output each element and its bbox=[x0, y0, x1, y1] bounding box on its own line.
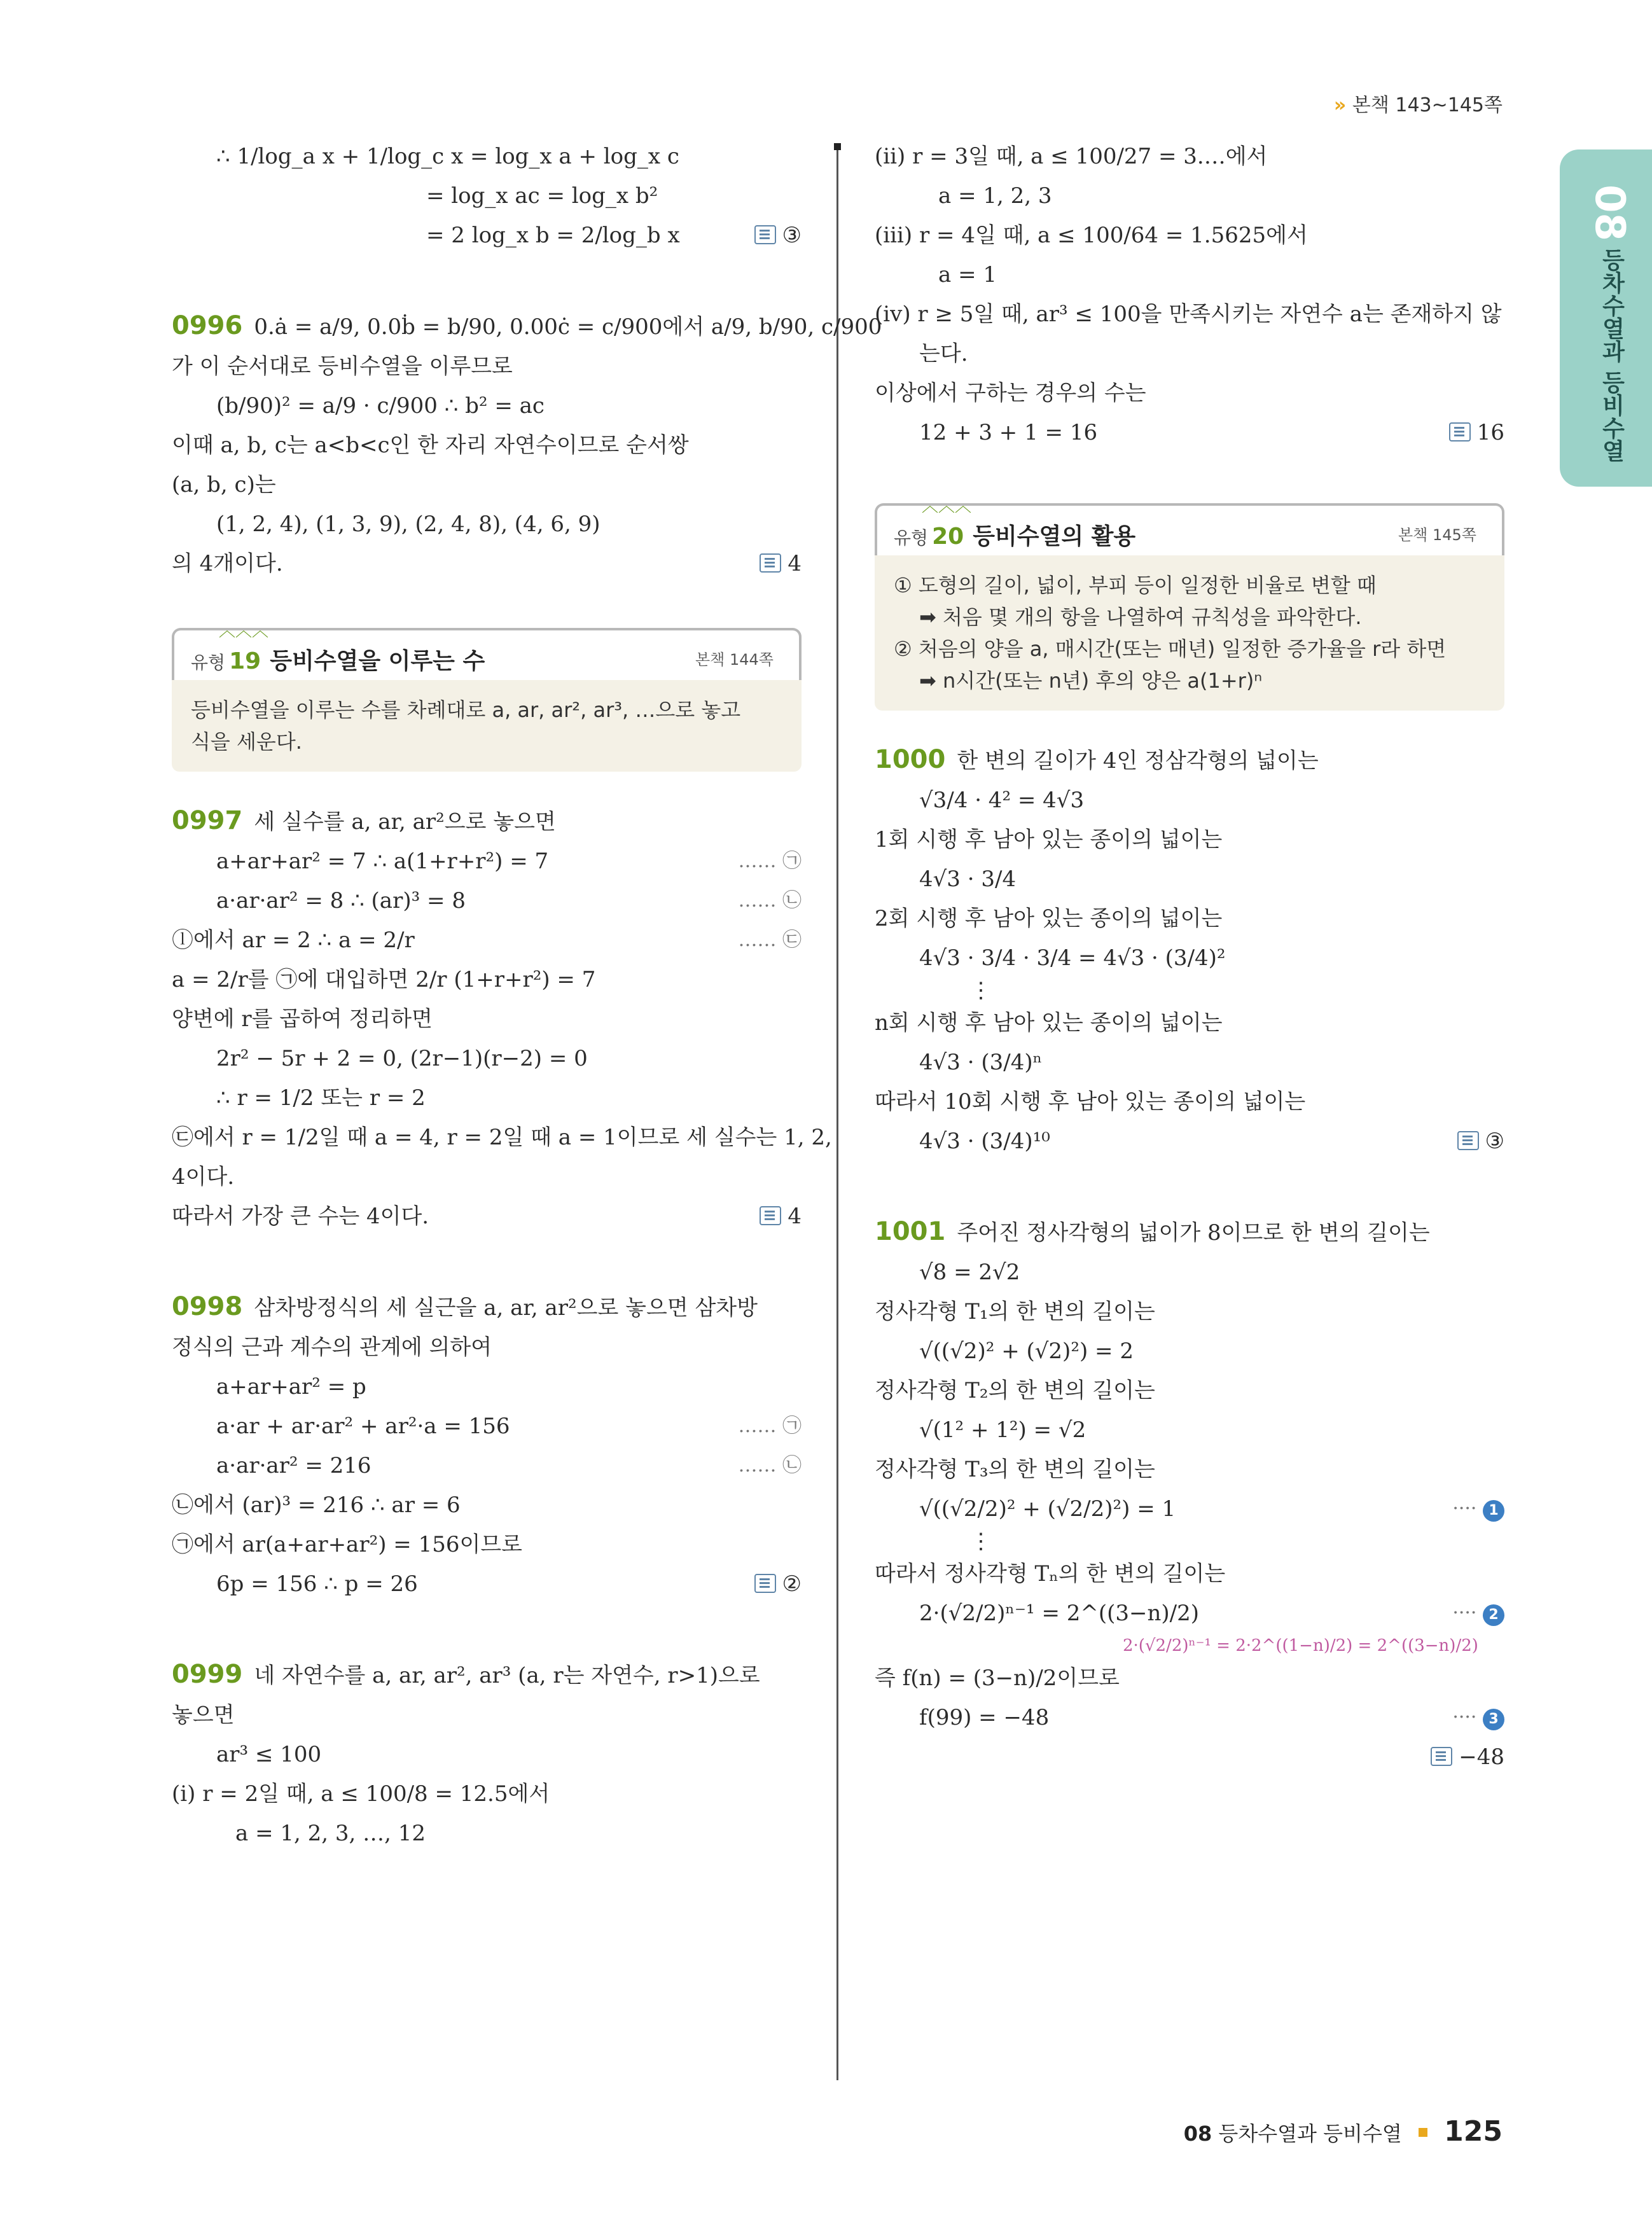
solution-line: ㉠에서 ar(a+ar+ar²) = 156이므로 bbox=[172, 1532, 523, 1557]
answer-icon bbox=[1431, 1747, 1452, 1766]
type-label-text: 유형 bbox=[894, 527, 929, 548]
problem-number: 0997 bbox=[172, 806, 243, 835]
solution-line bbox=[875, 1489, 1504, 1529]
equation-marker: …… ㉠ bbox=[738, 850, 802, 872]
solution-line: 4√3 · 3/4 · 3/4 = 4√3 · (3/4)² bbox=[919, 945, 1226, 971]
solution-text: a·ar·ar² = 216 bbox=[216, 1453, 371, 1478]
solution-line: (b/90)² = a/9 · c/900 ∴ b² = ac bbox=[216, 393, 545, 419]
type-label bbox=[894, 518, 1135, 551]
solution-line: √8 = 2√2 bbox=[919, 1260, 1020, 1285]
solution-text: 0.ȧ = a/9, 0.0ḃ = b/90, 0.00ċ = c/900에서 a/9, b/90, c/900 bbox=[254, 314, 882, 340]
type-title: 등비수열의 활용 bbox=[973, 524, 1136, 550]
solution-line: 따라서 정사각형 Tₙ의 한 변의 길이는 bbox=[875, 1561, 1226, 1587]
type-body bbox=[875, 555, 1504, 711]
answer-value: ② bbox=[782, 1571, 802, 1597]
answer-mark bbox=[760, 544, 802, 583]
book-reference-text: 본책 143~145쪽 bbox=[1352, 94, 1503, 116]
step-marker: ···· 2 bbox=[1452, 1594, 1504, 1633]
solution-line: 가 이 순서대로 등비수열을 이루므로 bbox=[172, 354, 513, 379]
solution-line: 정식의 근과 계수의 관계에 의하여 bbox=[172, 1335, 492, 1360]
type-20-box bbox=[875, 497, 1504, 711]
solution-line: = log_x ac = log_x b² bbox=[426, 183, 658, 209]
answer-value: ③ bbox=[782, 223, 802, 248]
problem-number: 1000 bbox=[875, 745, 946, 774]
problem-1001 bbox=[875, 1212, 1504, 1253]
solution-text: a+ar+ar² = 7 ∴ a(1+r+r²) = 7 bbox=[216, 849, 549, 874]
solution-line bbox=[172, 1446, 802, 1485]
solution-text: 주어진 정사각형의 넓이가 8이므로 한 변의 길이는 bbox=[957, 1220, 1430, 1246]
problem-0997 bbox=[172, 801, 802, 842]
answer-mark bbox=[754, 216, 802, 255]
answer-value: 4 bbox=[788, 551, 802, 576]
solution-line: (a, b, c)는 bbox=[172, 472, 276, 497]
equation-marker: …… ㉢ bbox=[738, 929, 802, 951]
solution-line: ㉢에서 r = 1/2일 때 a = 4, r = 2일 때 a = 1이므로 세 실수는 1, 2, bbox=[172, 1125, 832, 1150]
side-note: 2·(√2/2)ⁿ⁻¹ = 2·2^((1−n)/2) = 2^((3−n)/2) bbox=[1123, 1636, 1478, 1655]
solution-line: √3/4 · 4² = 4√3 bbox=[919, 788, 1085, 813]
solution-line: a+ar+ar² = p bbox=[216, 1374, 366, 1400]
solution-line bbox=[172, 1407, 802, 1446]
solution-line: (iv) r ≥ 5일 때, ar³ ≤ 100을 만족시키는 자연수 a는 존재하지 않 bbox=[875, 302, 1502, 327]
solution-line: (ii) r = 3일 때, a ≤ 100/27 = 3.…에서 bbox=[875, 144, 1268, 169]
solution-line bbox=[172, 842, 802, 881]
type-body-line: ② 처음의 양을 a, 매시간(또는 매년) 일정한 증가율을 r라 하면 bbox=[894, 637, 1447, 661]
solution-line: 정사각형 T₁의 한 변의 길이는 bbox=[875, 1299, 1155, 1324]
solution-line: 즉 f(n) = (3−n)/2이므로 bbox=[875, 1665, 1120, 1691]
step-marker: ···· 1 bbox=[1452, 1489, 1504, 1529]
solution-text: 따라서 가장 큰 수는 4이다. bbox=[172, 1204, 429, 1229]
type-body-line: ① 도형의 길이, 넓이, 부피 등이 일정한 비율로 변할 때 bbox=[894, 573, 1377, 597]
solution-text: 삼차방정식의 세 실근을 a, ar, ar²으로 놓으면 삼차방 bbox=[254, 1295, 758, 1321]
answer-icon bbox=[1457, 1131, 1479, 1150]
equation-marker: …… ㉡ bbox=[738, 1454, 802, 1477]
solution-line bbox=[875, 1698, 1504, 1737]
solution-line: ar³ ≤ 100 bbox=[216, 1742, 322, 1767]
type-page-ref: 본책 145쪽 bbox=[1398, 526, 1476, 544]
type-header bbox=[875, 497, 1504, 555]
problem-number: 0999 bbox=[172, 1660, 243, 1689]
answer-value: −48 bbox=[1459, 1744, 1504, 1770]
column-divider-dot bbox=[834, 143, 841, 150]
solution-line: 는다. bbox=[919, 341, 968, 366]
solution-line bbox=[875, 1594, 1504, 1633]
book-reference bbox=[1334, 89, 1503, 117]
problem-0996 bbox=[172, 306, 882, 347]
solution-line: (iii) r = 4일 때, a ≤ 100/64 = 1.5625에서 bbox=[875, 223, 1308, 248]
solution-line: ∴ r = 1/2 또는 r = 2 bbox=[216, 1085, 426, 1111]
answer-value: 16 bbox=[1476, 420, 1504, 445]
solution-line: a = 1, 2, 3 bbox=[938, 183, 1052, 209]
solution-line: 4이다. bbox=[172, 1164, 235, 1190]
type-body-line: ➡ n시간(또는 n년) 후의 양은 a(1+r)ⁿ bbox=[919, 669, 1263, 693]
step-number-icon: 2 bbox=[1483, 1604, 1504, 1626]
chapter-tab-number: 08 bbox=[1586, 184, 1633, 242]
double-chevron-icon: » bbox=[1333, 94, 1347, 116]
type-title: 등비수열을 이루는 수 bbox=[270, 648, 485, 674]
solution-text: = 2 log_x b = 2/log_b x bbox=[426, 223, 680, 248]
solution-line: 정사각형 T₃의 한 변의 길이는 bbox=[875, 1457, 1155, 1482]
type-label bbox=[191, 643, 485, 676]
ellipsis-vertical: ⋮ bbox=[970, 1529, 992, 1554]
solution-line bbox=[172, 1197, 802, 1236]
answer-value: 4 bbox=[788, 1204, 802, 1229]
page-footer bbox=[1184, 2115, 1503, 2148]
type-number: 19 bbox=[229, 648, 261, 674]
solution-line: (1, 2, 4), (1, 3, 9), (2, 4, 8), (4, 6, 9) bbox=[216, 511, 600, 537]
solution-line: √(1² + 1²) = √2 bbox=[919, 1417, 1086, 1443]
solution-text: 2·(√2/2)ⁿ⁻¹ = 2^((3−n)/2) bbox=[919, 1601, 1200, 1626]
equation-marker: …… ㉠ bbox=[738, 1415, 802, 1437]
solution-line bbox=[172, 544, 802, 583]
footer-title: 등차수열과 등비수열 bbox=[1218, 2122, 1402, 2146]
type-page-ref: 본책 144쪽 bbox=[695, 651, 774, 669]
solution-line: ∴ 1/log_a x + 1/log_c x = log_x a + log_x c bbox=[216, 144, 679, 169]
step-marker: ···· 3 bbox=[1452, 1698, 1504, 1737]
solution-line: a = 1, 2, 3, …, 12 bbox=[235, 1821, 426, 1846]
solution-line: 4√3 · (3/4)ⁿ bbox=[919, 1050, 1043, 1075]
solution-text: 12 + 3 + 1 = 16 bbox=[919, 420, 1098, 445]
solution-line bbox=[172, 1564, 802, 1604]
footer-chapter: 08 bbox=[1183, 2122, 1212, 2146]
problem-number: 0998 bbox=[172, 1292, 243, 1321]
column-divider bbox=[836, 146, 838, 2080]
solution-line: 양변에 r를 곱하여 정리하면 bbox=[172, 1006, 433, 1032]
ellipsis-vertical: ⋮ bbox=[970, 978, 992, 1003]
answer-icon bbox=[760, 1206, 781, 1225]
type-body bbox=[172, 680, 802, 772]
solution-line bbox=[172, 216, 802, 255]
solution-line bbox=[172, 881, 802, 921]
solution-line: n회 시행 후 남아 있는 종이의 넓이는 bbox=[875, 1010, 1223, 1036]
left-column bbox=[172, 137, 882, 1853]
answer-icon bbox=[754, 225, 776, 244]
solution-line: 2r² − 5r + 2 = 0, (2r−1)(r−2) = 0 bbox=[216, 1046, 588, 1071]
chapter-tab-title: 등차수열과 등비수열 bbox=[1599, 248, 1625, 462]
solution-line: 이때 a, b, c는 a<b<c인 한 자리 자연수이므로 순서쌍 bbox=[172, 433, 689, 458]
answer-mark bbox=[760, 1197, 802, 1236]
solution-text: f(99) = −48 bbox=[919, 1705, 1050, 1730]
answer-mark bbox=[754, 1564, 802, 1604]
type-number: 20 bbox=[932, 524, 964, 550]
type-body-line: ➡ 처음 몇 개의 항을 나열하여 규칙성을 파악한다. bbox=[919, 605, 1362, 629]
solution-text: 한 변의 길이가 4인 정삼각형의 넓이는 bbox=[957, 748, 1319, 774]
type-label-text: 유형 bbox=[191, 652, 226, 673]
solution-line: 정사각형 T₂의 한 변의 길이는 bbox=[875, 1378, 1155, 1403]
step-number-icon: 1 bbox=[1483, 1500, 1504, 1522]
solution-text: a·ar + ar·ar² + ar²·a = 156 bbox=[216, 1414, 510, 1439]
solution-line: 1회 시행 후 남아 있는 종이의 넓이는 bbox=[875, 827, 1223, 852]
problem-0998 bbox=[172, 1287, 802, 1328]
solution-line: 놓으면 bbox=[172, 1702, 235, 1728]
page-number: 125 bbox=[1444, 2115, 1503, 2148]
type-body-line: 식을 세운다. bbox=[191, 730, 302, 754]
solution-text: 6p = 156 ∴ p = 26 bbox=[216, 1571, 418, 1597]
solution-line: a = 1 bbox=[938, 262, 997, 288]
solution-line bbox=[875, 413, 1504, 452]
solution-text: ⓛ에서 ar = 2 ∴ a = 2/r bbox=[172, 928, 415, 953]
solution-text: a·ar·ar² = 8 ∴ (ar)³ = 8 bbox=[216, 888, 466, 914]
type-body-line: 등비수열을 이루는 수를 차례대로 a, ar, ar², ar³, …으로 놓고 bbox=[191, 698, 741, 722]
square-bullet-icon bbox=[1419, 2128, 1427, 2137]
solution-line: (i) r = 2일 때, a ≤ 100/8 = 12.5에서 bbox=[172, 1781, 550, 1807]
right-column bbox=[875, 137, 1504, 1770]
answer-icon bbox=[1449, 422, 1471, 441]
equation-marker: …… ㉡ bbox=[738, 889, 802, 912]
solution-text: 네 자연수를 a, ar, ar², ar³ (a, r는 자연수, r>1)으로 bbox=[254, 1663, 760, 1688]
solution-text: 의 4개이다. bbox=[172, 551, 283, 576]
solution-text: √((√2/2)² + (√2/2)²) = 1 bbox=[919, 1496, 1176, 1522]
solution-line: 이상에서 구하는 경우의 수는 bbox=[875, 380, 1146, 406]
answer-value: ③ bbox=[1485, 1129, 1504, 1154]
answer-icon bbox=[760, 553, 781, 573]
problem-0999 bbox=[172, 1655, 802, 1695]
solution-line: √((√2)² + (√2)²) = 2 bbox=[919, 1338, 1134, 1364]
zigzag-icon: ︿︿︿ bbox=[922, 497, 972, 516]
type-19-box bbox=[172, 622, 802, 772]
solution-line: 4√3 · 3/4 bbox=[919, 866, 1017, 892]
answer-mark bbox=[1449, 413, 1504, 452]
answer-mark bbox=[1457, 1122, 1504, 1161]
solution-line: 따라서 10회 시행 후 남아 있는 종이의 넓이는 bbox=[875, 1089, 1306, 1115]
problem-number: 1001 bbox=[875, 1217, 946, 1246]
solution-line: ㉡에서 (ar)³ = 216 ∴ ar = 6 bbox=[172, 1492, 461, 1518]
step-number-icon: 3 bbox=[1483, 1709, 1504, 1730]
solution-text: 4√3 · (3/4)¹⁰ bbox=[919, 1129, 1050, 1154]
solution-line bbox=[172, 921, 802, 960]
answer-mark bbox=[1431, 1737, 1504, 1777]
type-header bbox=[172, 622, 802, 680]
solution-text: 세 실수를 a, ar, ar²으로 놓으면 bbox=[254, 809, 556, 835]
solution-line bbox=[875, 1122, 1504, 1161]
solution-line: 2회 시행 후 남아 있는 종이의 넓이는 bbox=[875, 906, 1223, 931]
solution-line: a = 2/r를 ㉠에 대입하면 2/r (1+r+r²) = 7 bbox=[172, 967, 596, 992]
answer-icon bbox=[754, 1574, 776, 1593]
problem-number: 0996 bbox=[172, 311, 243, 340]
zigzag-icon: ︿︿︿ bbox=[219, 622, 269, 641]
problem-1000 bbox=[875, 740, 1504, 781]
